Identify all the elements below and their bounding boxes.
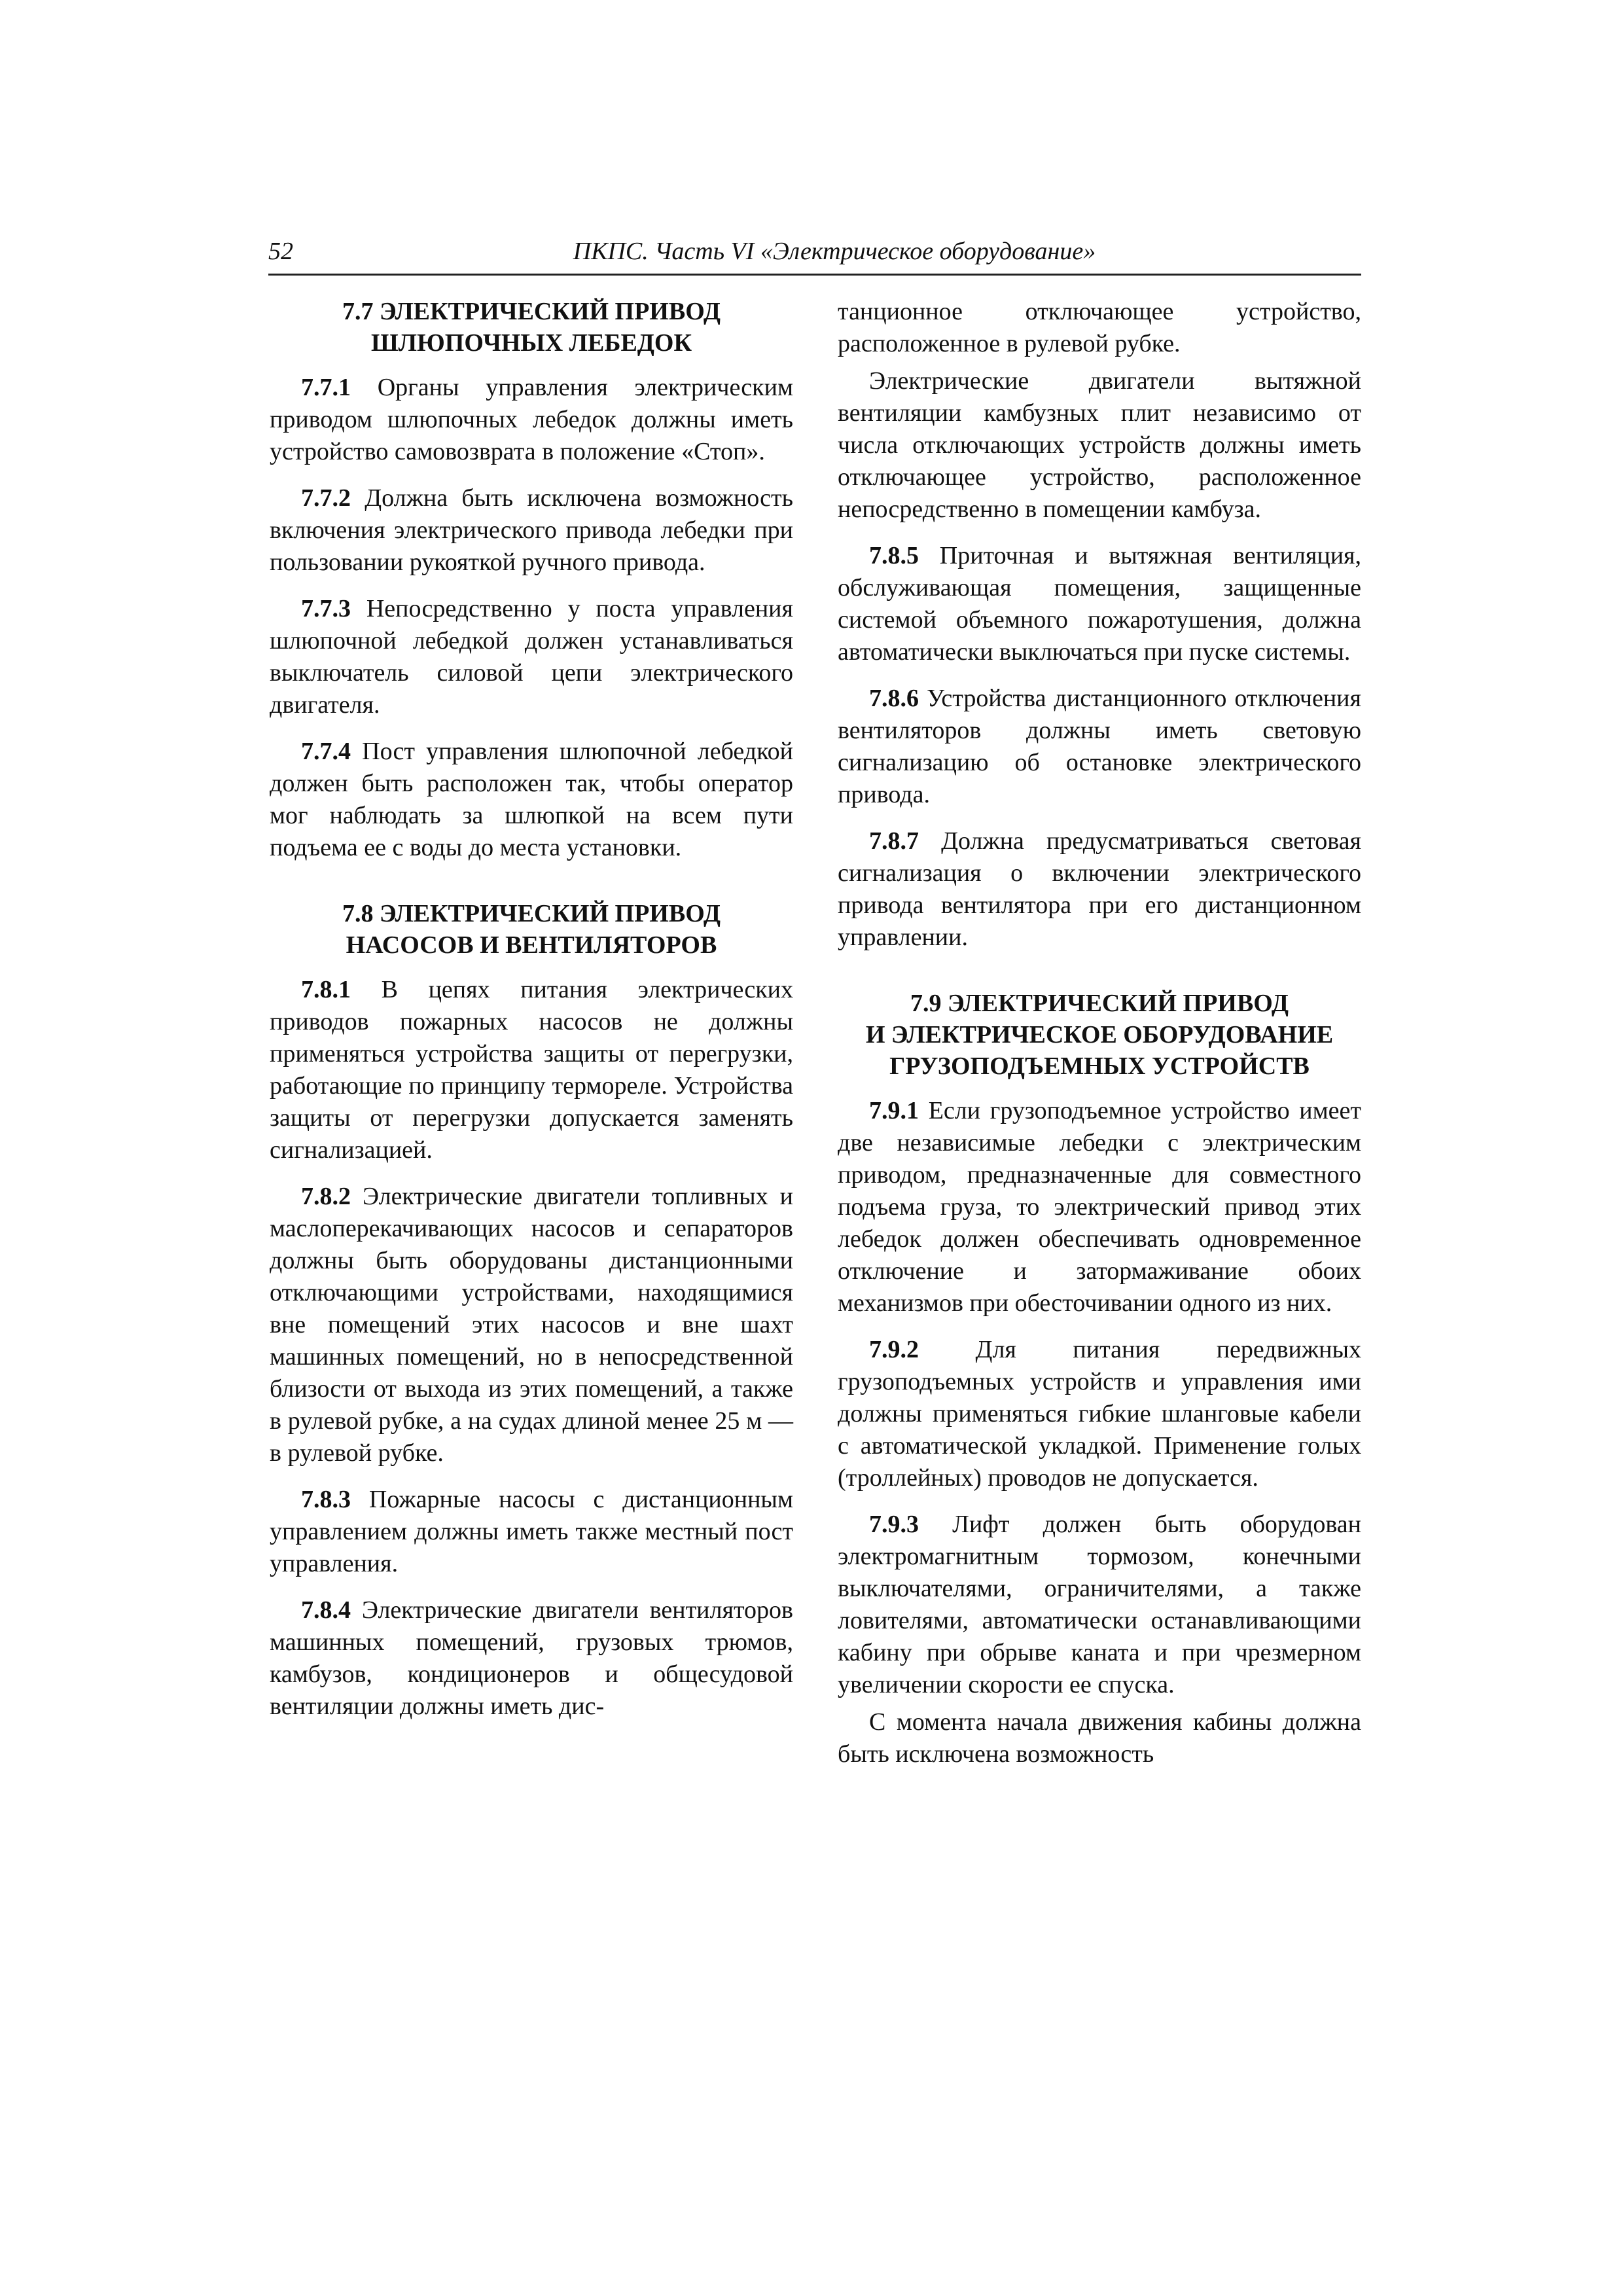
paragraph-7-8-6 (838, 683, 1361, 811)
section-heading-7-9 (838, 988, 1361, 1082)
paragraph-7-8-4 (270, 1594, 793, 1723)
heading-line: 7.9 ЭЛЕКТРИЧЕСКИЙ ПРИВОД (910, 990, 1289, 1017)
paragraph-text: Пост управления шлюпочной лебедкой должен быть расположен так, чтобы оператор мог наблюдать за шлюпкой на всем пути подъема ее с воды до места установки. (270, 738, 794, 861)
heading-line: ШЛЮПОЧНЫХ ЛЕБЕДОК (370, 329, 692, 357)
heading-line: И ЭЛЕКТРИЧЕСКОЕ ОБОРУДОВАНИЕ (865, 1021, 1334, 1049)
paragraph-text: Пожарные насосы с дистанционным управлением должны иметь также местный пост управления. (270, 1486, 794, 1577)
paragraph-text: Непосредственно у поста управления шлюпочной лебедкой должен устанавливаться выключатель силовой цепи электрического двигателя. (270, 595, 793, 719)
paragraph-text: Если грузоподъемное устройство имеет две независимые лебедки с электрическим приводом, предназначенные для совместного подъема груза, то электрический привод этих лебедок должен обеспечивать одновременное отключение и затормаживание обоих механизмов при обесточивании одного из них. (838, 1097, 1362, 1317)
paragraph-7-7-3 (270, 593, 793, 721)
paragraph-7-7-2 (270, 482, 793, 579)
paragraph-text: Электрические двигатели вентиляторов машинных помещений, грузовых трюмов, камбузов, кондиционеров и общесудовой вентиляции должны иметь дис- (270, 1596, 793, 1720)
left-column (270, 296, 793, 1737)
paragraph-number: 7.8.4 (301, 1596, 351, 1624)
paragraph-number: 7.8.5 (869, 542, 919, 569)
paragraph-7-8-4-continued: танционное отключающее устройство, расположенное в рулевой рубке. (838, 298, 1361, 357)
running-title: ПКПС. Часть VI «Электрическое оборудование» (573, 238, 1096, 265)
paragraph-text: Приточная и вытяжная вентиляция, обслуживающая помещения, защищенные системой объемного пожаротушения, должна автоматически выключаться при пуске системы. (838, 542, 1362, 666)
paragraph-7-8-3 (270, 1484, 793, 1580)
paragraph-number: 7.7.2 (301, 484, 351, 512)
section-heading-7-7 (270, 296, 793, 359)
paragraph-7-9-3-extra: С момента начала движения кабины должна быть исключена возможность (838, 1708, 1361, 1768)
right-column (838, 296, 1361, 1785)
heading-line: 7.8 ЭЛЕКТРИЧЕСКИЙ ПРИВОД (342, 900, 721, 927)
paragraph-text: Электрические двигатели топливных и маслоперекачивающих насосов и сепараторов должны быть оборудованы дистанционными отключающими устройствами, находящимися вне помещений этих насосов и вне шахт машинных помещений, но в непосредственной близости от выхода из этих помещений, а также в рулевой рубке, а на судах длиной менее 25 м — в рулевой рубке. (270, 1183, 794, 1467)
paragraph-number: 7.9.2 (869, 1336, 919, 1363)
page-header (268, 237, 1361, 276)
page-number: 52 (268, 238, 293, 265)
paragraph-text: Устройства дистанционного отключения вентиляторов должны иметь световую сигнализацию об остановке электрического привода. (838, 685, 1361, 808)
paragraph-7-8-2 (270, 1181, 793, 1469)
paragraph-7-9-2 (838, 1334, 1361, 1494)
paragraph-text: В цепях питания электрических приводов пожарных насосов не должны применяться устройства защиты от перегрузки, работающие по принципу термореле. Устройства защиты от перегрузки допускается заменять сигнализацией. (270, 976, 794, 1164)
paragraph-number: 7.8.1 (301, 976, 351, 1003)
paragraph-text: Для питания передвижных грузоподъемных устройств и управления ими должны применяться гибкие шланговые кабели с автоматической укладкой. Применение голых (троллейных) проводов не допускается. (838, 1336, 1361, 1492)
heading-line: НАСОСОВ И ВЕНТИЛЯТОРОВ (346, 931, 717, 959)
heading-line: 7.7 ЭЛЕКТРИЧЕСКИЙ ПРИВОД (342, 298, 721, 325)
paragraph-number: 7.7.3 (301, 595, 351, 622)
paragraph-7-9-1 (838, 1095, 1361, 1319)
paragraph-7-8-7 (838, 825, 1361, 954)
section-heading-7-8 (270, 898, 793, 961)
paragraph-7-7-1 (270, 372, 793, 468)
paragraph-number: 7.8.2 (301, 1183, 351, 1210)
paragraph-7-7-4 (270, 736, 793, 864)
paragraph-7-8-1 (270, 974, 793, 1166)
paragraph-text: Должна предусматриваться световая сигнализация о включении электрического привода вентилятора при его дистанционном управлении. (838, 827, 1361, 951)
heading-line: ГРУЗОПОДЪЕМНЫХ УСТРОЙСТВ (889, 1052, 1310, 1080)
paragraph-number: 7.9.3 (869, 1511, 919, 1538)
paragraph-7-9-3 (838, 1509, 1361, 1701)
paragraph-number: 7.8.3 (301, 1486, 351, 1513)
paragraph-text: Должна быть исключена возможность включения электрического привода лебедки при пользовании рукояткой ручного привода. (270, 484, 793, 576)
paragraph-text: Лифт должен быть оборудован электромагнитным тормозом, конечными выключателями, ограничителями, а также ловителями, автоматически останавливающими кабину при обрыве каната и при чрезмерном увеличении скорости ее спуска. (838, 1511, 1361, 1698)
paragraph-number: 7.9.1 (869, 1097, 919, 1124)
paragraph-number: 7.8.6 (869, 685, 919, 712)
paragraph-number: 7.8.7 (869, 827, 919, 855)
paragraph-7-8-4-extra: Электрические двигатели вытяжной вентиляции камбузных плит независимо от числа отключающих устройств должны иметь отключающее устройство, расположенное непосредственно в помещении камбуза. (838, 367, 1361, 523)
paragraph-text: Органы управления электрическим приводом шлюпочных лебедок должны иметь устройство самовозврата в положение «Стоп». (270, 374, 793, 465)
paragraph-number: 7.7.4 (301, 738, 351, 765)
paragraph-number: 7.7.1 (301, 374, 351, 401)
paragraph-7-8-5 (838, 540, 1361, 668)
